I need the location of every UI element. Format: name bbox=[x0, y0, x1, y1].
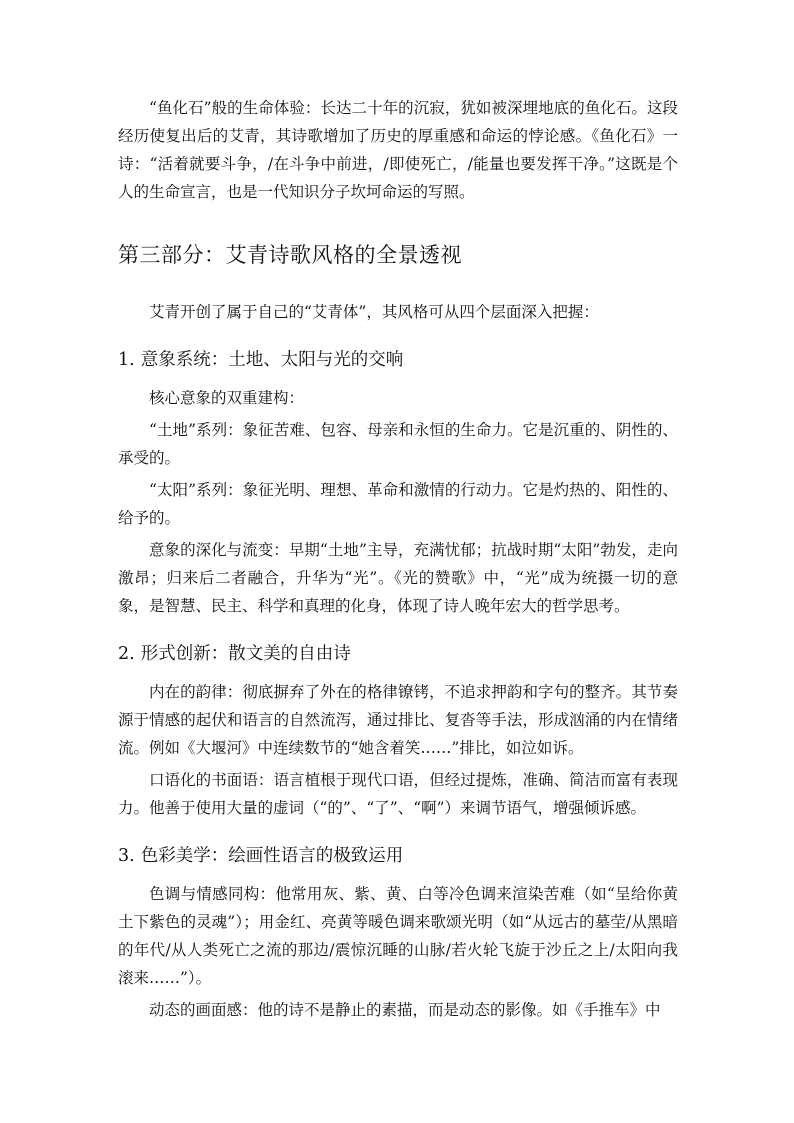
section-title: 形式创新：散文美的自由诗 bbox=[140, 644, 351, 664]
paragraph-fish-fossil: “鱼化石”般的生命体验：长达二十年的沉寂，犹如被深埋地底的鱼化石。这段经历使复出后的艾青，其诗歌增加了历史的厚重感和命运的悖论感。《鱼化石》一诗：“活着就要斗争，/在斗争中前进，/即使死亡，/能量也要发挥干净。”这既是个人的生命宣言，也是一代知识分子坎坷命运的写照。 bbox=[118, 99, 678, 201]
document-body bbox=[118, 94, 678, 1024]
section-heading-imagery bbox=[118, 346, 678, 374]
paragraph: “土地”系列：象征苦难、包容、母亲和永恒的生命力。它是沉重的、阴性的、承受的。 bbox=[118, 421, 678, 467]
section-number: 2. bbox=[118, 644, 135, 664]
part3-heading: 第三部分：艾青诗歌风格的全景透视 bbox=[118, 243, 462, 267]
paragraph: “太阳”系列：象征光明、理想、革命和激情的行动力。它是灼热的、阳性的、给予的。 bbox=[118, 481, 678, 527]
paragraph: 内在的韵律：彻底摒弃了外在的格律镣铐，不追求押韵和字句的整齐。其节奏源于情感的起伏和语言的自然流泻，通过排比、复沓等手法，形成汹涌的内在情绪流。例如《大堰河》中连续数节的“她含着笑……”排比，如泣如诉。 bbox=[118, 683, 678, 757]
paragraph: 动态的画面感：他的诗不是静止的素描，而是动态的影像。如《手推车》中 bbox=[149, 1001, 661, 1019]
section-heading-color bbox=[118, 842, 678, 870]
section-heading-form bbox=[118, 640, 678, 668]
paragraph: 意象的深化与流变：早期“土地”主导，充满忧郁；抗战时期“太阳”勃发，走向激昂；归来后二者融合，升华为“光”。《光的赞歌》中，“光”成为统摄一切的意象，是智慧、民主、科学和真理的化身，体现了诗人晚年宏大的哲学思考。 bbox=[118, 541, 678, 615]
section-number: 3. bbox=[118, 846, 135, 866]
paragraph: 色调与情感同构：他常用灰、紫、黄、白等冷色调来渲染苦难（如“呈给你黄土下紫色的灵魂”）；用金红、亮黄等暖色调来歌颂光明（如“从远古的墓茔/从黑暗的年代/从人类死亡之流的那边/震惊沉睡的山脉/若火轮飞旋于沙丘之上/太阳向我滚来……”）。 bbox=[118, 885, 678, 987]
part3-intro: 艾青开创了属于自己的“艾青体”，其风格可从四个层面深入把握： bbox=[149, 303, 599, 321]
section-title: 色彩美学：绘画性语言的极致运用 bbox=[140, 846, 404, 866]
section-number: 1. bbox=[118, 350, 135, 370]
paragraph: 核心意象的双重建构： bbox=[149, 389, 305, 407]
paragraph: 口语化的书面语：语言植根于现代口语，但经过提炼，准确、简洁而富有表现力。他善于使用大量的虚词（“的”、“了”、“啊”）来调节语气，增强倾诉感。 bbox=[118, 771, 678, 817]
section-title: 意象系统：土地、太阳与光的交响 bbox=[140, 350, 404, 370]
